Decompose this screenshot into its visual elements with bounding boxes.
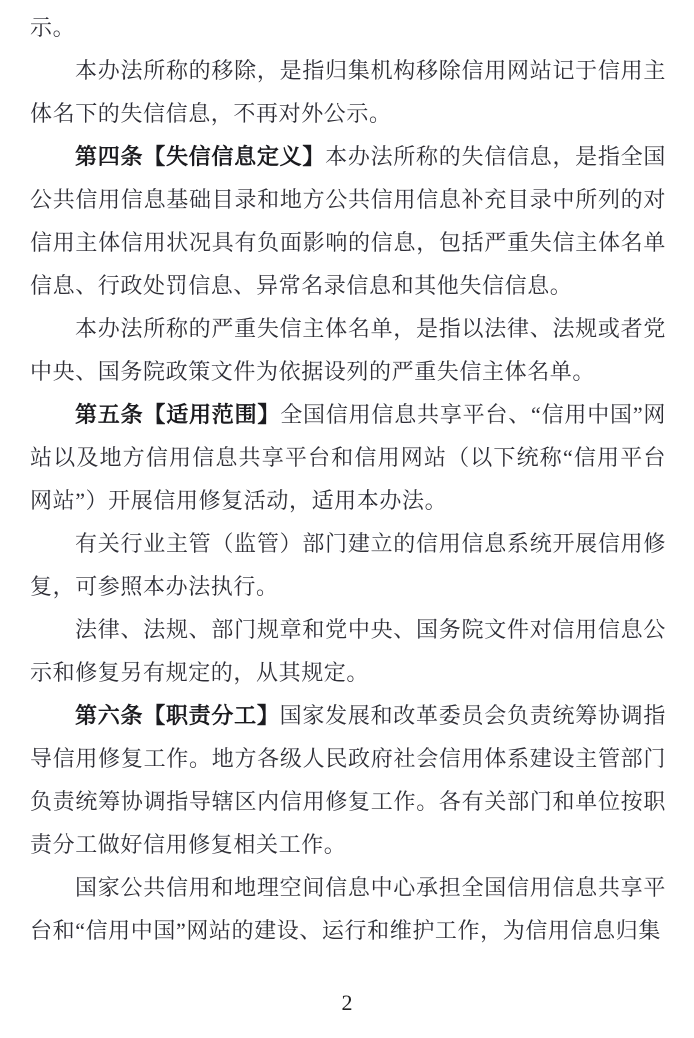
paragraph-text: 国家公共信用和地理空间信息中心承担全国信用信息共享平台和“信用中国”网站的建设、运行和维护工作，为信用信息归集 [30, 875, 666, 943]
paragraph-text: 本办法所称的严重失信主体名单，是指以法律、法规或者党中央、国务院政策文件为依据设列的严重失信主体名单。 [30, 316, 666, 384]
page-number: 2 [341, 990, 353, 1015]
paragraph [30, 694, 666, 866]
paragraph-text: 法律、法规、部门规章和党中央、国务院文件对信用信息公示和修复另有规定的，从其规定。 [30, 617, 666, 685]
article-heading: 第五条【适用范围】 [75, 402, 281, 427]
paragraph-text: 本办法所称的失信信息，是指全国公共信用信息基础目录和地方公共信用信息补充目录中所列的对信用主体信用状况具有负面影响的信息，包括严重失信主体名单信息、行政处罚信息、异常名录信息和其他失信信息。 [30, 144, 666, 298]
paragraph-text: 有关行业主管（监管）部门建立的信用信息系统开展信用修复，可参照本办法执行。 [30, 531, 666, 599]
page-footer [0, 990, 694, 1016]
paragraph [30, 6, 666, 49]
paragraph-text: 全国信用信息共享平台、“信用中国”网站以及地方信用信息共享平台和信用网站（以下统称“信用平台网站”）开展信用修复活动，适用本办法。 [30, 402, 666, 513]
paragraph [30, 307, 666, 393]
paragraph-text: 国家发展和改革委员会负责统筹协调指导信用修复工作。地方各级人民政府社会信用体系建设主管部门负责统筹协调指导辖区内信用修复工作。各有关部门和单位按职责分工做好信用修复相关工作。 [30, 703, 666, 857]
paragraph [30, 866, 666, 952]
paragraph [30, 522, 666, 608]
paragraph-text: 示。 [30, 15, 76, 40]
paragraph-text: 本办法所称的移除，是指归集机构移除信用网站记于信用主体名下的失信信息，不再对外公示。 [30, 58, 666, 126]
document-body [30, 6, 666, 952]
article-heading: 第六条【职责分工】 [75, 703, 280, 728]
paragraph [30, 393, 666, 522]
paragraph [30, 608, 666, 694]
paragraph [30, 49, 666, 135]
article-heading: 第四条【失信信息定义】 [75, 144, 326, 169]
paragraph [30, 135, 666, 307]
